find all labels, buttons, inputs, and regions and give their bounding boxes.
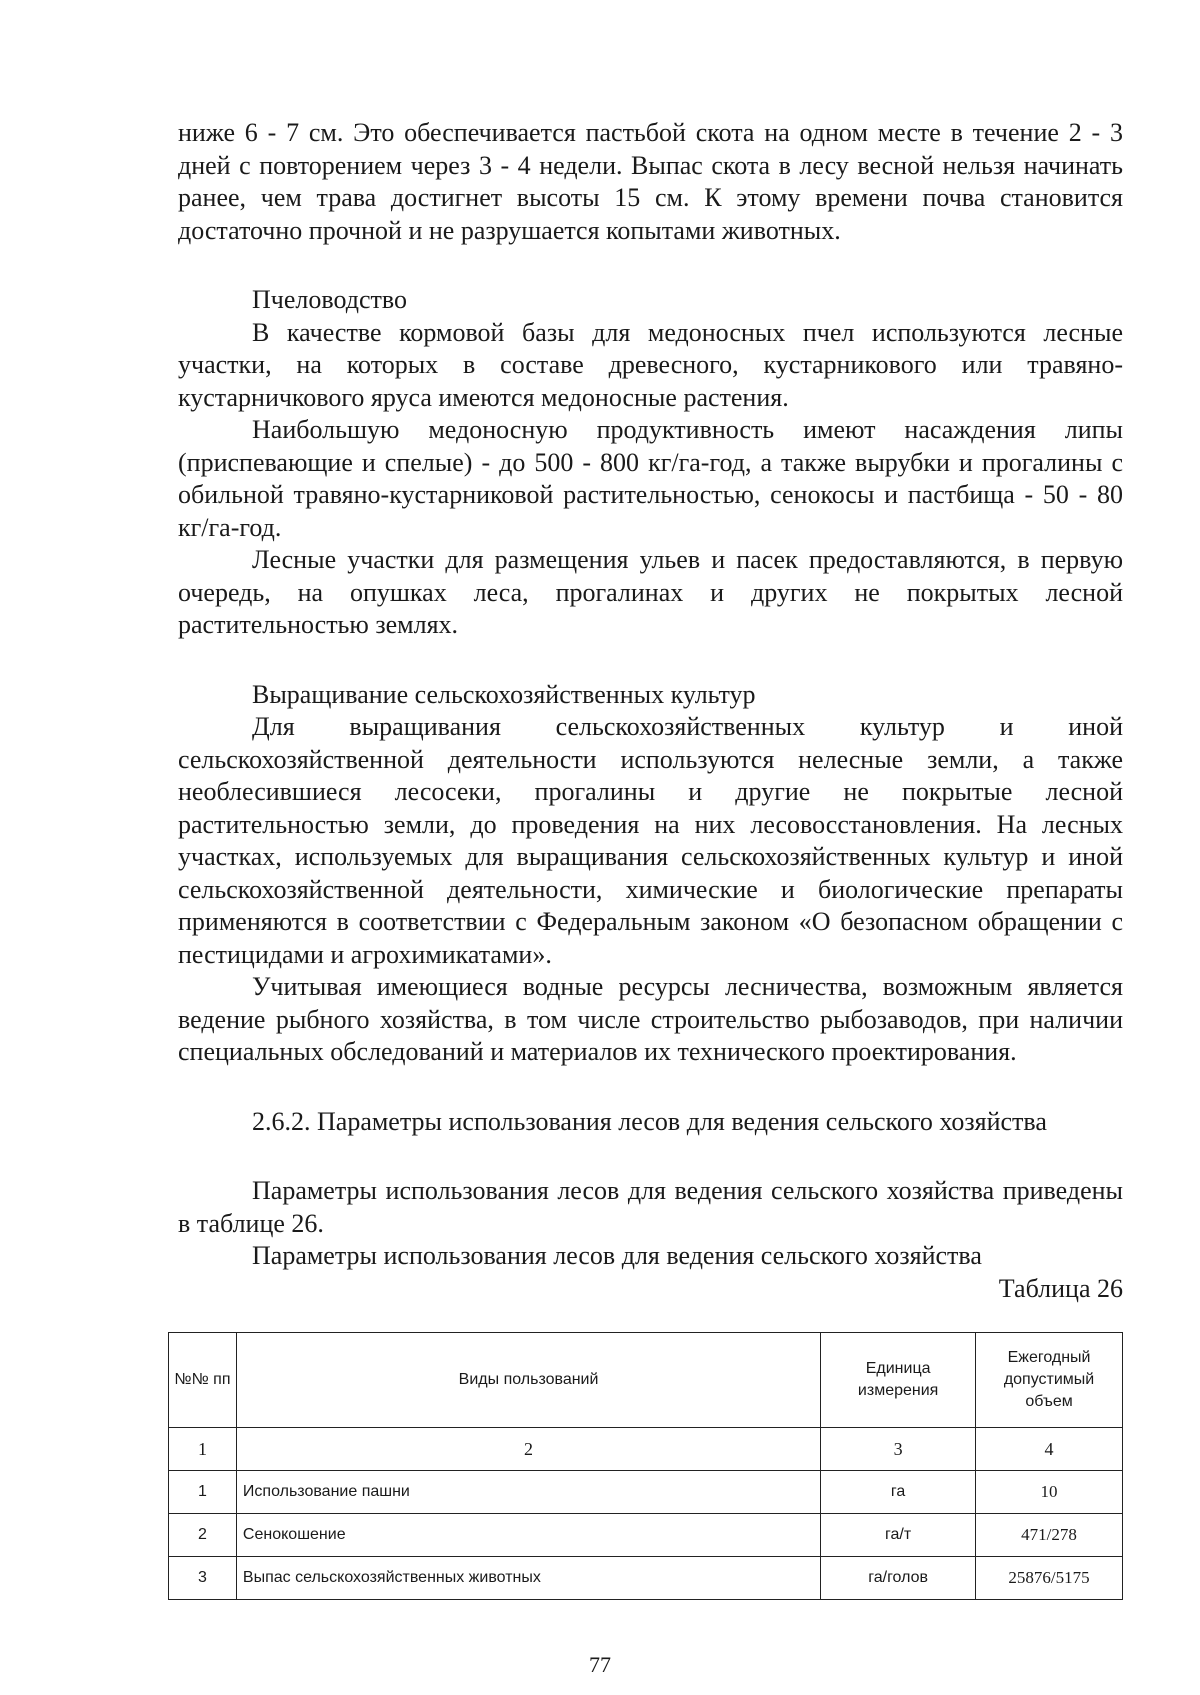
column-index-cell: 1 [169,1428,237,1471]
section-heading: 2.6.2. Параметры использования лесов для ведения сельского хозяйства [252,1106,1047,1136]
spacer [178,247,1123,284]
column-index-cell: 4 [976,1428,1123,1471]
header-volume: Ежегодный допустимый объем [976,1333,1123,1428]
table-caption: Параметры использования лесов для ведения сельского хозяйства [252,1241,982,1270]
table-label: Таблица 26 [998,1273,1123,1303]
table-row [169,1557,1123,1600]
table-row [169,1514,1123,1557]
spacer [178,1138,1123,1175]
agriculture-parameters-table [168,1332,1123,1600]
row-unit: га/т [821,1514,976,1557]
row-name: Использование пашни [236,1471,820,1514]
paragraph-grazing: ниже 6 - 7 см. Это обеспечивается пастьбой скота на одном месте в течение 2 - 3 дней с повторением через 3 - 4 недели. Выпас скота в лесу весной нельзя начинать ранее, чем трава достигнет высоты 15 см. К этому времени почва становится достаточно прочной и не разрушается копытами животных. [178,118,1123,245]
row-name: Сенокошение [236,1514,820,1557]
row-unit: га [821,1471,976,1514]
paragraph-bee-forage: В качестве кормовой базы для медоносных пчел используются лесные участки, на которых в составе древесного, кустарникового или травяно-кустарничкового яруса имеются медоносные растения. [178,317,1123,412]
header-num: №№ пп [169,1333,237,1428]
beekeeping-heading: Пчеловодство [252,285,407,314]
row-unit: га/голов [821,1557,976,1600]
page-number: 77 [589,1652,611,1677]
spacer [178,642,1123,679]
column-index-row [169,1428,1123,1471]
body-text [178,117,1123,1305]
header-unit: Единица измерения [821,1333,976,1428]
header-name: Виды пользований [236,1333,820,1428]
row-name: Выпас сельскохозяйственных животных [236,1557,820,1600]
table-row [169,1471,1123,1514]
table-header-row [169,1333,1123,1428]
column-index-cell: 3 [821,1428,976,1471]
row-num: 2 [169,1514,237,1557]
paragraph-table-reference: Параметры использования лесов для ведения сельского хозяйства приведены в таблице 26. [178,1176,1123,1238]
crops-heading: Выращивание сельскохозяйственных культур [252,679,756,709]
spacer [178,1069,1123,1106]
paragraph-fish-farming: Учитывая имеющиеся водные ресурсы лесничества, возможным является ведение рыбного хозяйства, в том числе строительство рыбозаводов, при наличии специальных обследований и материалов их технического проектирования. [178,972,1123,1066]
row-volume: 25876/5175 [976,1557,1123,1600]
row-volume: 10 [976,1471,1123,1514]
paragraph-apiary-placement: Лесные участки для размещения ульев и пасек предоставляются, в первую очередь, на опушках леса, прогалинах и других не покрытых лесной растительностью землях. [178,545,1123,639]
paragraph-honey-productivity: Наибольшую медоносную продуктивность имеют насаждения липы (приспевающие и спелые) - до 500 - 800 кг/га-год, а также вырубки и прогалины с обильной травяно-кустарниковой растительностью, сенокосы и пастбища - 50 - 80 кг/га-год. [178,415,1123,542]
paragraph-crop-lands: Для выращивания сельскохозяйственных культур и иной сельскохозяйственной деятельности используются нелесные земли, а также необлесившиеся лесосеки, прогалины и другие не покрытые лесной растительностью земли, до проведения на них лесовосстановления. На лесных участках, используемых для выращивания сельскохозяйственных культур и иной сельскохозяйственной деятельности, химические и биологические препараты применяются в соответствии с Федеральным законом «О безопасном обращении с пестицидами и агрохимикатами». [178,712,1123,969]
row-num: 3 [169,1557,237,1600]
row-num: 1 [169,1471,237,1514]
column-index-cell: 2 [236,1428,820,1471]
row-volume: 471/278 [976,1514,1123,1557]
